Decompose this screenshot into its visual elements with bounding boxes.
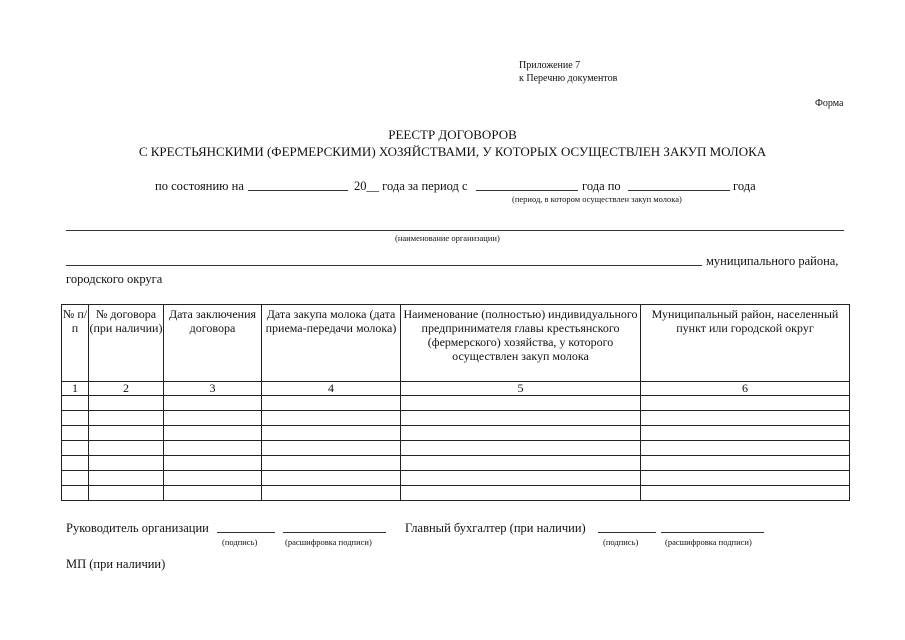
organization-name-field [66,230,844,231]
table-cell [401,471,641,486]
table-cell [164,411,262,426]
accountant-decoding-hint: (расшифровка подписи) [665,537,752,547]
column-number-row [62,382,850,396]
table-row [62,426,850,441]
column-number: 6 [641,382,850,396]
period-from-label: 20__ года за период с [354,179,468,193]
table-cell [641,471,850,486]
document-title: РЕЕСТР ДОГОВОРОВ [388,127,517,142]
stamp-label: МП (при наличии) [66,557,166,571]
table-row [62,456,850,471]
table-cell [262,411,401,426]
table-row [62,411,850,426]
table-header-row [62,305,850,382]
head-decoding-hint: (расшифровка подписи) [285,537,372,547]
accountant-signature-hint: (подпись) [603,537,639,547]
table-cell [401,396,641,411]
head-signature-label: Руководитель организации [66,521,209,535]
table-row [62,471,850,486]
column-number: 5 [401,382,641,396]
column-number: 4 [262,382,401,396]
table-cell [262,396,401,411]
period-from-field [476,190,578,191]
table-cell [262,486,401,501]
table-cell [164,426,262,441]
table-cell [62,486,89,501]
period-year-suffix: года [733,179,756,193]
table-cell [164,456,262,471]
table-row [62,396,850,411]
as-of-date-field [248,190,348,191]
table-cell [401,426,641,441]
document-subtitle: С КРЕСТЬЯНСКИМИ (ФЕРМЕРСКИМИ) ХОЗЯЙСТВАМИ, У КОТОРЫХ ОСУЩЕСТВЛЕН ЗАКУП МОЛОКА [138,144,767,159]
header-row-number: № п/п [62,305,89,382]
table-cell [641,486,850,501]
table-cell [164,486,262,501]
table-cell [62,426,89,441]
period-hint: (период, в котором осуществлен закуп молока) [512,194,682,204]
table-cell [641,456,850,471]
accountant-signature-field [598,532,656,533]
table-cell [164,441,262,456]
table-cell [401,411,641,426]
table-cell [62,441,89,456]
head-signature-field [217,532,275,533]
table-cell [641,411,850,426]
district-field [66,265,702,266]
as-of-label: по состоянию на [155,179,244,193]
table-cell [262,426,401,441]
table-row [62,441,850,456]
accountant-signature-label: Главный бухгалтер (при наличии) [405,521,586,535]
table-cell [262,456,401,471]
table-cell [401,456,641,471]
head-signature-hint: (подпись) [222,537,258,547]
accountant-decoding-field [661,532,764,533]
header-farm-name: Наименование (полностью) индивидуального предпринимателя главы крестьянского (фермерского) хозяйства, у которого осуществлен закуп молока [401,305,641,382]
appendix-label: Приложение 7 [519,60,581,71]
table-cell [164,396,262,411]
district-label: муниципального района, [706,254,839,268]
table-cell [641,441,850,456]
table-cell [164,471,262,486]
column-number: 1 [62,382,89,396]
header-contract-date: Дата заключения договора [164,305,262,382]
table-cell [641,396,850,411]
table-cell [89,486,164,501]
table-cell [62,471,89,486]
table-cell [89,441,164,456]
period-to-label: года по [582,179,621,193]
table-cell [62,411,89,426]
register-table [61,304,850,501]
column-number: 2 [89,382,164,396]
appendix-to-label: к Перечню документов [519,73,618,84]
table-row [62,486,850,501]
header-municipality: Муниципальный район, населенный пункт или городской округ [641,305,850,382]
column-number: 3 [164,382,262,396]
table-cell [262,441,401,456]
table-cell [89,471,164,486]
table-cell [641,426,850,441]
table-cell [401,441,641,456]
table-cell [89,456,164,471]
form-label: Форма [815,98,844,109]
header-contract-number: № договора (при наличии) [89,305,164,382]
header-purchase-date: Дата закупа молока (дата приема-передачи молока) [262,305,401,382]
table-cell [62,396,89,411]
head-decoding-field [283,532,386,533]
table-cell [89,411,164,426]
table-cell [62,456,89,471]
table-cell [262,471,401,486]
table-cell [89,426,164,441]
period-to-field [628,190,730,191]
table-cell [89,396,164,411]
city-district-label: городского округа [66,272,163,286]
table-cell [401,486,641,501]
organization-hint: (наименование организации) [395,233,500,243]
